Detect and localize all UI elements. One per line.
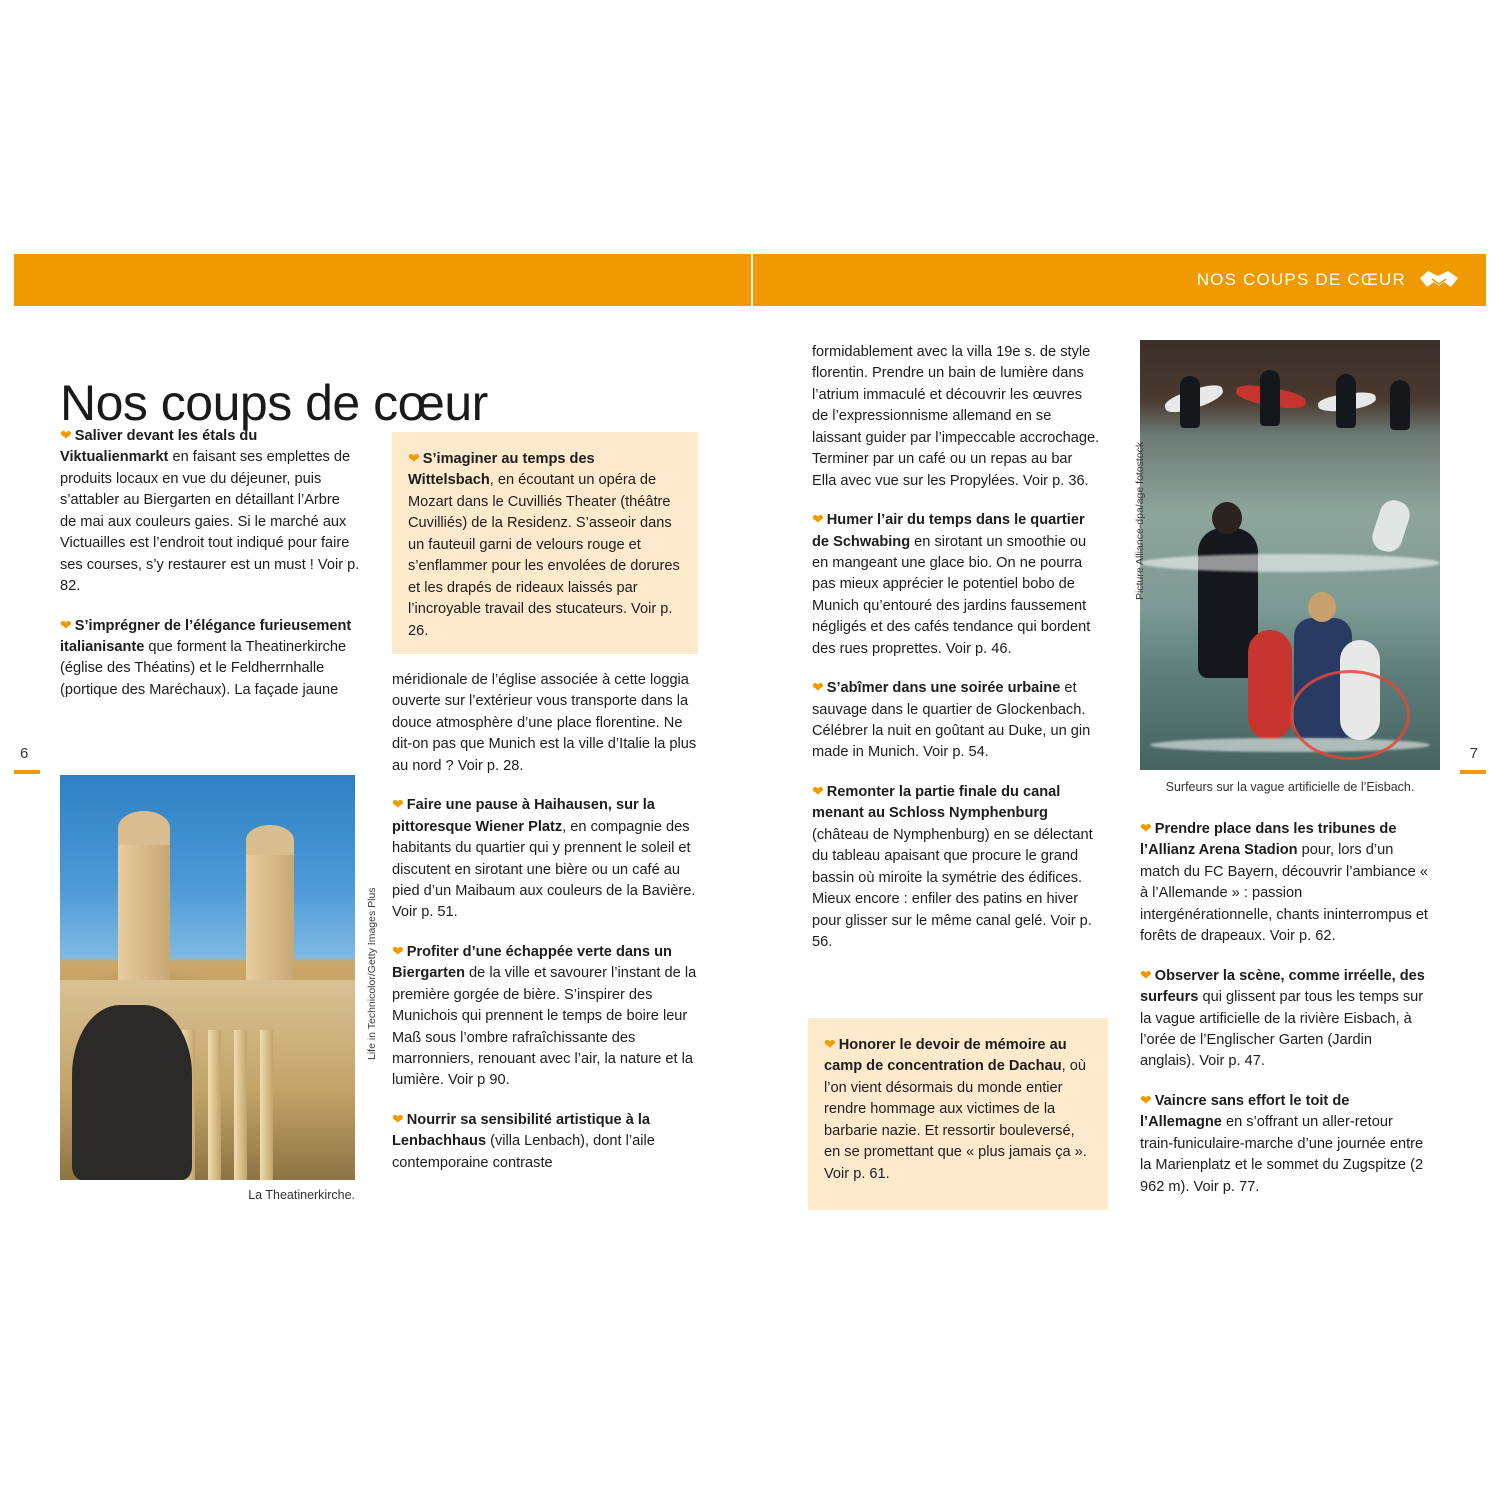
item-body: que forment la Theatinerkirche (église des Théatins) et le Feldherrnhalle (portique des Maréchaux). La façade jaune [60, 638, 347, 698]
photo-caption-right: Surfeurs sur la vague artificielle de l’Eisbach. [1165, 780, 1415, 794]
item-body: , en écoutant un opéra de Mozart dans le Cuvilliés Theater (théâtre Cuvilliés) de la Residenz. S’asseoir dans un fauteuil garni de velours rouge et s’enflammer pour les envolées de dorures et les drapés de rideaux laissés par l’incroyable travail des stucateurs. Voir p. 26. [408, 472, 680, 639]
right-column-2 [1140, 818, 1430, 1215]
list-item [1140, 818, 1430, 948]
handshake-icon [1418, 267, 1460, 293]
item-body: en faisant ses emplettes de produits locaux en vue du déjeuner, puis s’attabler au Biergarten en détaillant l’Arbre de mai aux couleurs gaies. Si le marché aux Victuailles est l’endroit tout indiqué pour faire ses courses, s’y restaurer est un must ! Voir p. 82. [60, 449, 360, 595]
eisbach-surfers-photo [1140, 340, 1440, 770]
item-body: , en compagnie des habitants du quartier qui y prennent le soleil et discutent en sirotant une bière ou un café au pied d’un Maibaum aux couleurs de la Bavière. Voir p. 51. [392, 818, 696, 921]
heart-icon: ❤ [824, 1036, 836, 1052]
item-body: qui glissent par tous les temps sur la vague artificielle de la rivière Eisbach, à l’orée de l’Englischer Garten (Jardin anglais). Voir p. 47. [1140, 989, 1424, 1070]
folio-rule-left [14, 770, 40, 774]
list-item [812, 677, 1100, 764]
continued-paragraph: formidablement avec la villa 19e s. de style florentin. Prendre un bain de lumière dans l’atrium immaculé et découvrir les œuvres de l’expressionnisme allemand en se laissant guider par l’impeccable accrochage. Terminer par un café ou un repas au bar Ella avec vue sur les Propylées. Voir p. 36. [812, 344, 1100, 489]
heart-icon: ❤ [60, 616, 72, 633]
item-lead: Nourrir sa sensibilité artistique à la Lenbachhaus [392, 1111, 651, 1150]
photo-caption-left: La Theatinerkirche. [248, 1188, 355, 1202]
heart-icon: ❤ [60, 427, 72, 443]
heart-icon: ❤ [1140, 820, 1152, 836]
list-item [392, 794, 698, 924]
item-lead: Profiter d’une échappée verte dans un Biergarten [392, 943, 672, 982]
list-item [1140, 965, 1430, 1073]
item-lead: Vaincre sans effort le toit de l’Allemagne [1140, 1092, 1350, 1131]
list-item [812, 781, 1100, 954]
list-item [60, 615, 360, 702]
heart-icon: ❤ [1140, 966, 1152, 983]
page-title: Nos coups de cœur [60, 374, 488, 431]
highlight-box-dachau [808, 1018, 1108, 1210]
folio-rule-right [1460, 770, 1486, 774]
right-column-1 [812, 342, 1100, 970]
list-item [1140, 1090, 1430, 1198]
left-column-1 [60, 425, 360, 718]
item-body: et sauvage dans le quartier de Glockenbach. Célébrer la nuit en goûtant au Duke, un gin made in Munich. Voir p. 54. [812, 680, 1091, 761]
page-number-left: 6 [20, 745, 29, 762]
item-body: pour, lors d’un match du FC Bayern, découvrir l’ambiance « à l’Allemande » : passion intergénérationnelle, chants ininterrompus et forêts de drapeaux. Voir p. 62. [1140, 842, 1428, 945]
photo-credit-right: Picture Alliance-dpa/age fotostock [1134, 441, 1146, 600]
highlight-box-wittelsbach [392, 432, 698, 654]
item-lead: Observer la scène, comme irréelle, des surfeurs [1140, 967, 1425, 1006]
item-lead: S’abîmer dans une soirée urbaine [826, 680, 1061, 697]
item-lead: S’imaginer au temps des Wittelsbach [408, 451, 595, 489]
heart-icon: ❤ [408, 450, 420, 466]
item-body: , où l’on vient désormais du monde entier rendre hommage aux victimes de la barbarie nazie. Et ressortir bouleversé, en se promettant que « plus jamais ça ». Voir p. 61. [824, 1058, 1087, 1182]
heart-icon: ❤ [392, 796, 404, 813]
list-item [824, 1034, 1090, 1185]
item-body: en s’offrant un aller-retour train-funiculaire-marche d’une journée entre la Marienplatz et le sommet du Zugspitze (2 962 m). Voir p. 77. [1140, 1114, 1424, 1195]
item-body: (villa Lenbach), dont l’aile contemporaine contraste [392, 1133, 655, 1171]
item-lead: S’imprégner de l’élégance furieusement italianisante [60, 617, 352, 655]
continued-paragraph: méridionale de l’église associée à cette loggia ouverte sur l’extérieur vous transporte dans la douce atmosphère d’une place florentine. Ne dit-on pas que Munich est la ville d’Italie la plus au nord ? Voir p. 28. [392, 672, 697, 774]
heart-icon: ❤ [392, 1110, 404, 1127]
list-item [392, 941, 698, 1092]
page-number-right: 7 [1469, 745, 1478, 762]
header-band-left [14, 254, 751, 306]
item-body: en sirotant un smoothie ou en mangeant une glace bio. On ne pourra pas mieux apprécier le potentiel bobo de Munich qu’entouré des jardins faussement négligés et des cafés tendance qui bordent des rues proprettes. Voir p. 46. [812, 533, 1091, 657]
item-lead: Humer l’air du temps dans le quartier de Schwabing [812, 512, 1085, 550]
heart-icon: ❤ [812, 679, 824, 696]
running-head: NOS COUPS DE CŒUR [1196, 270, 1406, 289]
item-body: de la ville et savourer l’instant de la première gorgée de bière. S’inspirer des Munichois qui prennent le temps de boire leur Maß sous l’ombre rafraîchissante des marronniers, renouant avec l’air, la nature et la lumière. Voir p 90. [392, 965, 697, 1089]
photo-credit-left: Life in Technicolor/Getty Images Plus [366, 887, 378, 1060]
item-body: (château de Nymphenburg) en se délectant du tableau apaisant que procure le grand bassin où miroite la symétrie des édifices. Mieux encore : enfiler des patins en hiver pour glisser sur le même canal gelé. Voir p. 56. [812, 826, 1093, 950]
heart-icon: ❤ [812, 782, 824, 799]
theatinerkirche-photo [60, 775, 355, 1180]
item-lead: Saliver devant les étals du Viktualienmarkt [60, 428, 258, 466]
item-lead: Faire une pause à Haihausen, sur la pittoresque Wiener Platz [392, 797, 655, 835]
item-lead: Remonter la partie finale du canal menant au Schloss Nymphenburg [812, 783, 1061, 822]
heart-icon: ❤ [812, 511, 824, 528]
list-item [60, 425, 360, 598]
item-lead: Prendre place dans les tribunes de l’Allianz Arena Stadion [1140, 821, 1397, 859]
item-lead: Honorer le devoir de mémoire au camp de concentration de Dachau [824, 1037, 1067, 1075]
heart-icon: ❤ [392, 942, 404, 959]
list-item [392, 1109, 698, 1174]
list-item [408, 448, 680, 642]
left-column-2 [392, 670, 698, 1191]
list-item [812, 509, 1100, 660]
header-band-right [753, 254, 1486, 306]
heart-icon: ❤ [1140, 1091, 1152, 1108]
